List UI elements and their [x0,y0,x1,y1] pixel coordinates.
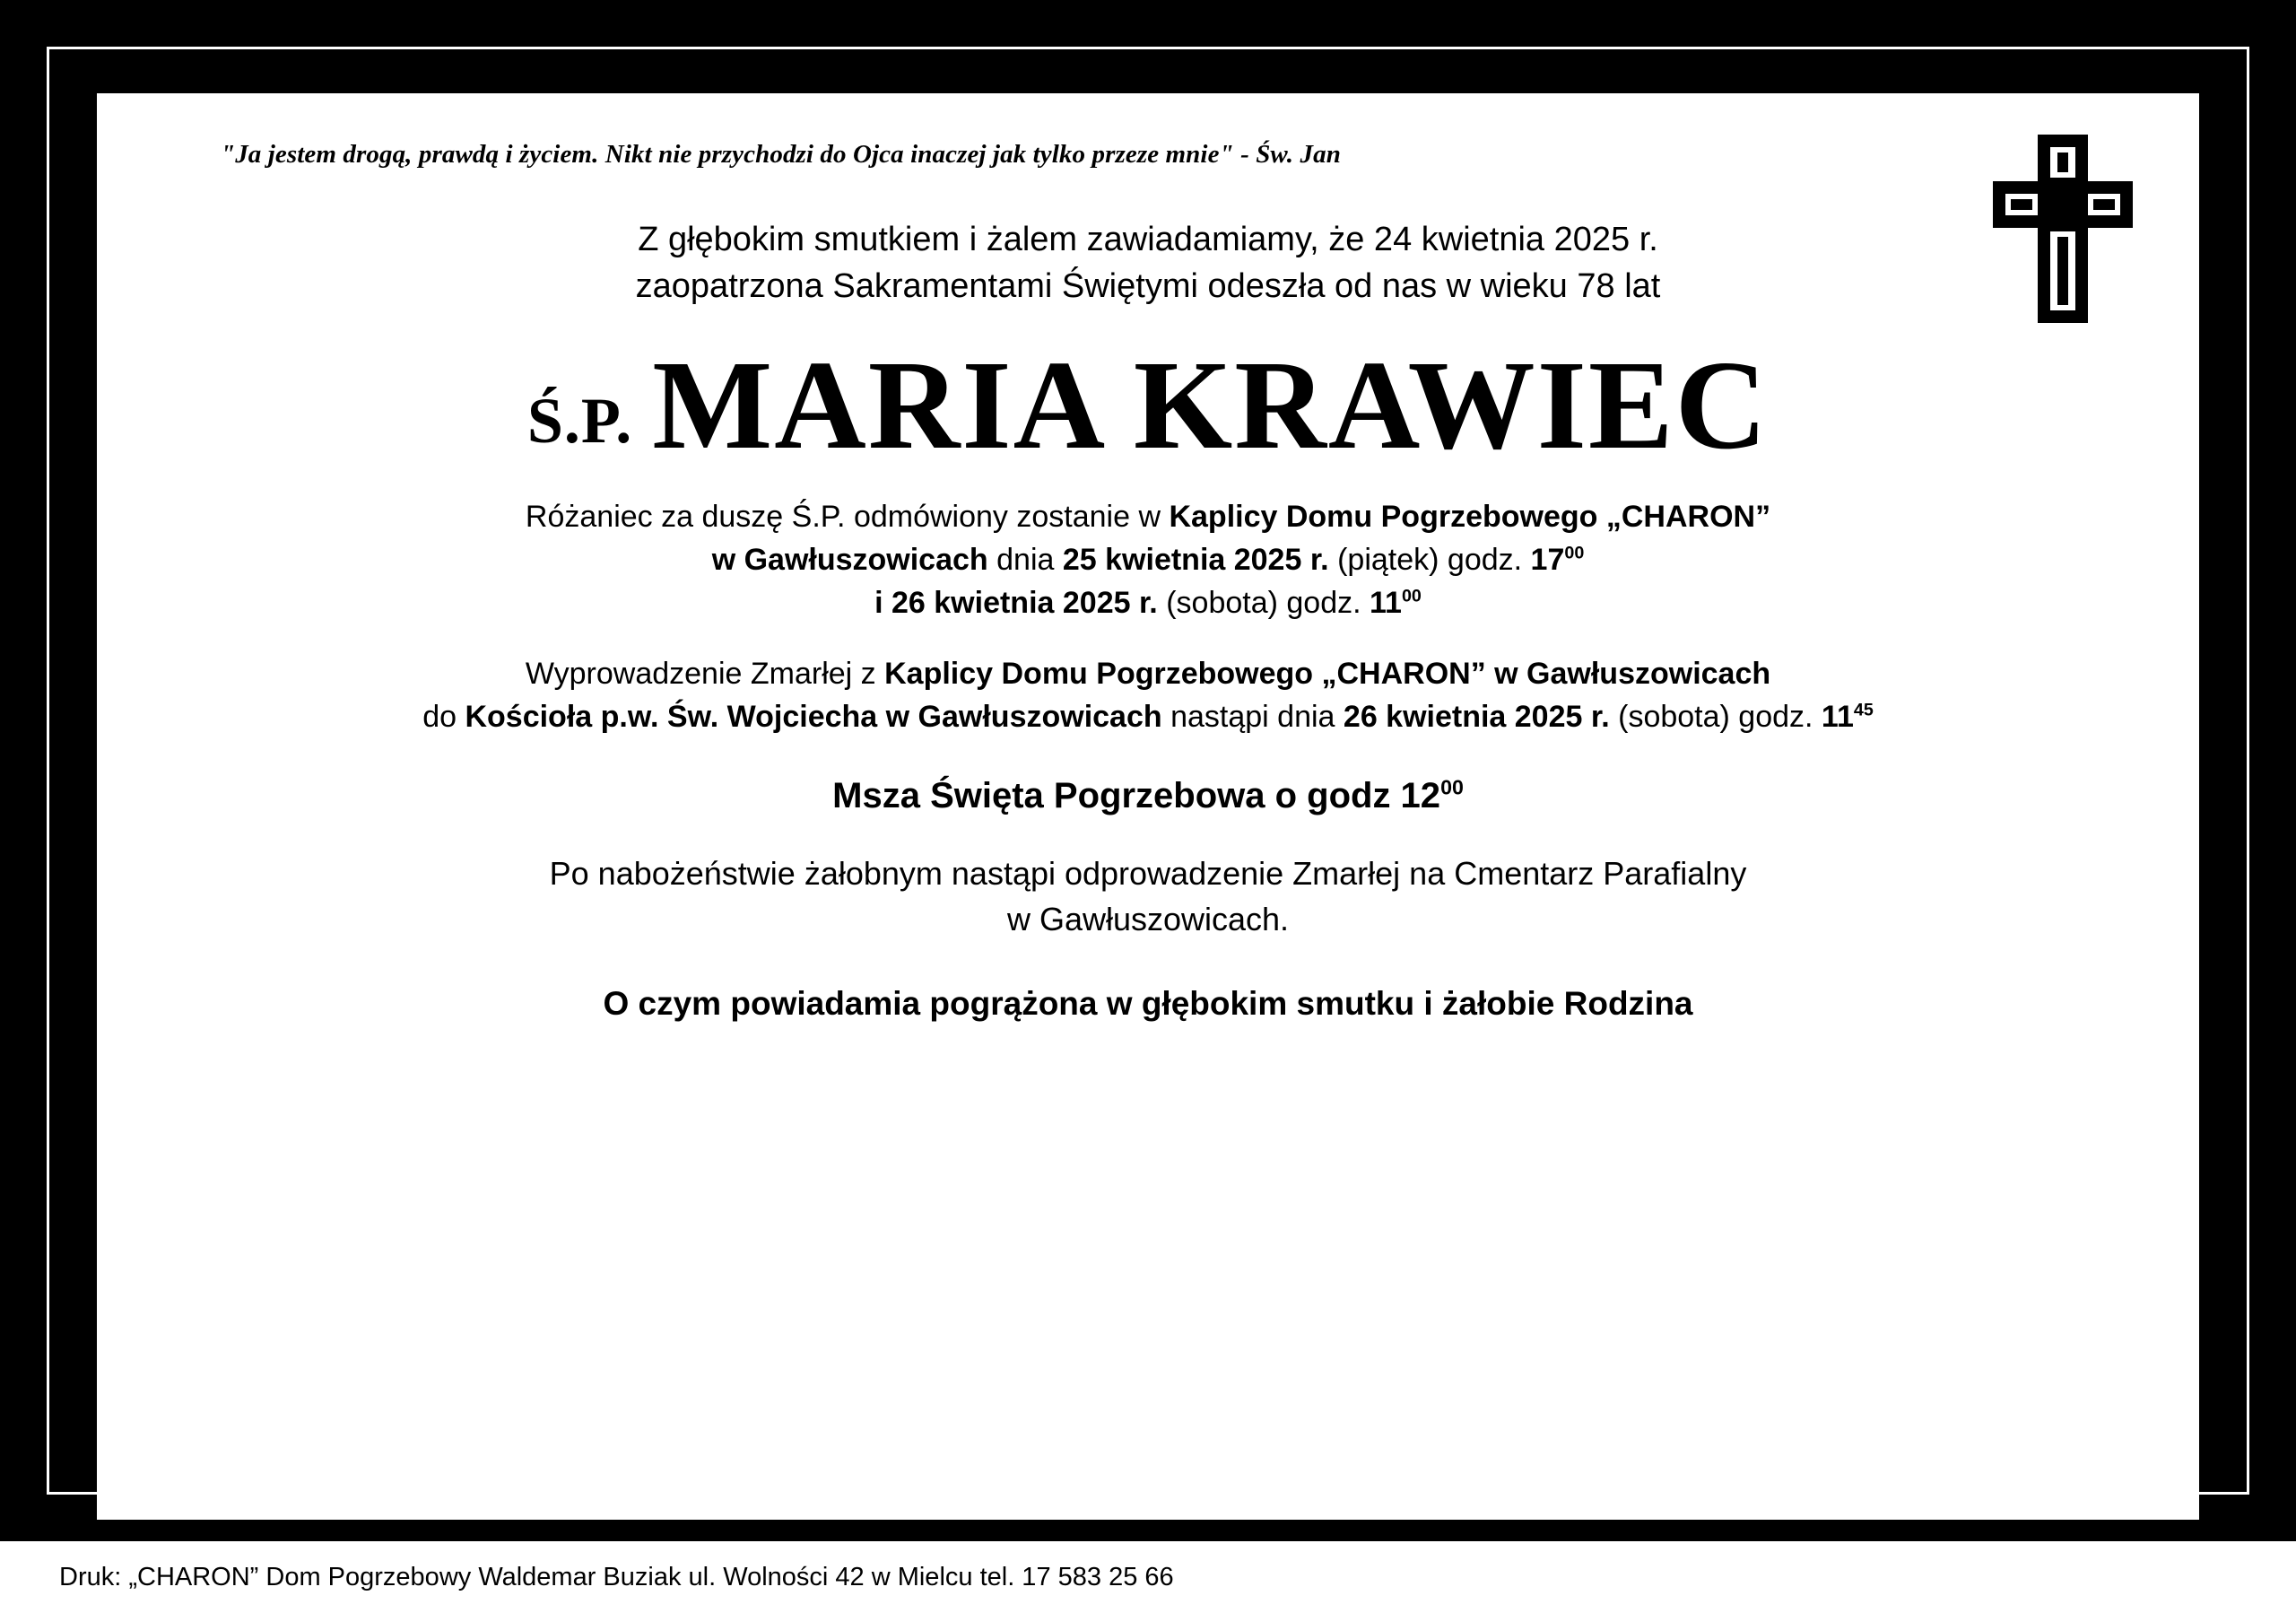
burial-line-1: Po nabożeństwie żałobnym nastąpi odprowadzenie Zmarłej na Cmentarz Parafialny [549,855,1747,893]
scripture-quote: "Ja jestem drogą, prawdą i życiem. Nikt nie przychodzi do Ojca inaczej jak tylko przeze mnie" - Św. Jan [221,140,1341,169]
intro-line-1: Z głębokim smutkiem i żalem zawiadamiamy, że 24 kwietnia 2025 r. [638,221,1658,258]
procession-hour: 11 [1821,699,1854,734]
funeral-mass-info [145,776,2151,816]
family-statement: O czym powiadamia pogrążona w głębokim smutku i żałobie Rodzina [603,985,1693,1023]
procession-info [145,652,2151,739]
mass-text: Msza Święta Pogrzebowa o godz 12 [832,776,1441,816]
rosary-line-1 [145,495,2151,538]
rosary-hour-2: 11 [1370,586,1402,621]
printer-footer [0,1541,2296,1613]
procession-from: Kaplicy Domu Pogrzebowego „CHARON” w Gawłuszowicach [884,656,1771,691]
rosary-hour-1: 17 [1530,543,1565,578]
rosary-min-2: 00 [1401,587,1422,607]
rosary-line1-text: Różaniec za duszę Ś.P. odmówiony zostanie w [525,499,1170,534]
procession-line2-c: nastąpi dnia [1161,699,1344,734]
rosary-date-1: 25 kwietnia 2025 r. [1062,543,1329,578]
rosary-min-1: 00 [1564,543,1585,563]
procession-line2-a: do [422,699,465,734]
rosary-line2-b: dnia [987,543,1063,578]
procession-min: 45 [1853,700,1874,720]
rosary-chapel: Kaplicy Domu Pogrzebowego „CHARON” [1169,499,1771,534]
announcement-intro [145,216,2151,310]
deceased-name: MARIA KRAWIEC [652,333,1770,475]
cross-icon [1982,126,2144,332]
procession-line-2 [145,695,2151,738]
procession-line2-e: (sobota) godz. [1609,699,1822,734]
burial-info [145,850,2151,942]
rosary-line-2 [145,538,2151,581]
mass-min: 00 [1440,775,1464,799]
printer-credit: Druk: „CHARON” Dom Pogrzebowy Waldemar Buziak ul. Wolności 42 w Mielcu tel. 17 583 25 66 [59,1562,1174,1591]
intro-line-2: zaopatrzona Sakramentami Świętymi odeszła od nas w wieku 78 lat [635,267,1661,306]
procession-line1-text: Wyprowadzenie Zmarłej z [525,656,885,691]
rosary-place: w Gawłuszowicach [711,543,988,578]
rosary-line2-d: (piątek) godz. [1328,543,1531,578]
procession-date: 26 kwietnia 2025 r. [1343,699,1610,734]
rosary-line-3 [145,581,2151,624]
honorific-label: Ś.P. [526,384,633,457]
notice-card [97,93,2199,1520]
rosary-date-2: i 26 kwietnia 2025 r. [874,586,1158,621]
rosary-info [145,495,2151,625]
deceased-name-row [145,333,2151,475]
procession-line-1 [145,652,2151,695]
procession-church: Kościoła p.w. Św. Wojciecha w Gawłuszowicach [465,699,1162,734]
rosary-line3-b: (sobota) godz. [1157,586,1370,621]
burial-line-2: w Gawłuszowicach. [1006,901,1290,938]
